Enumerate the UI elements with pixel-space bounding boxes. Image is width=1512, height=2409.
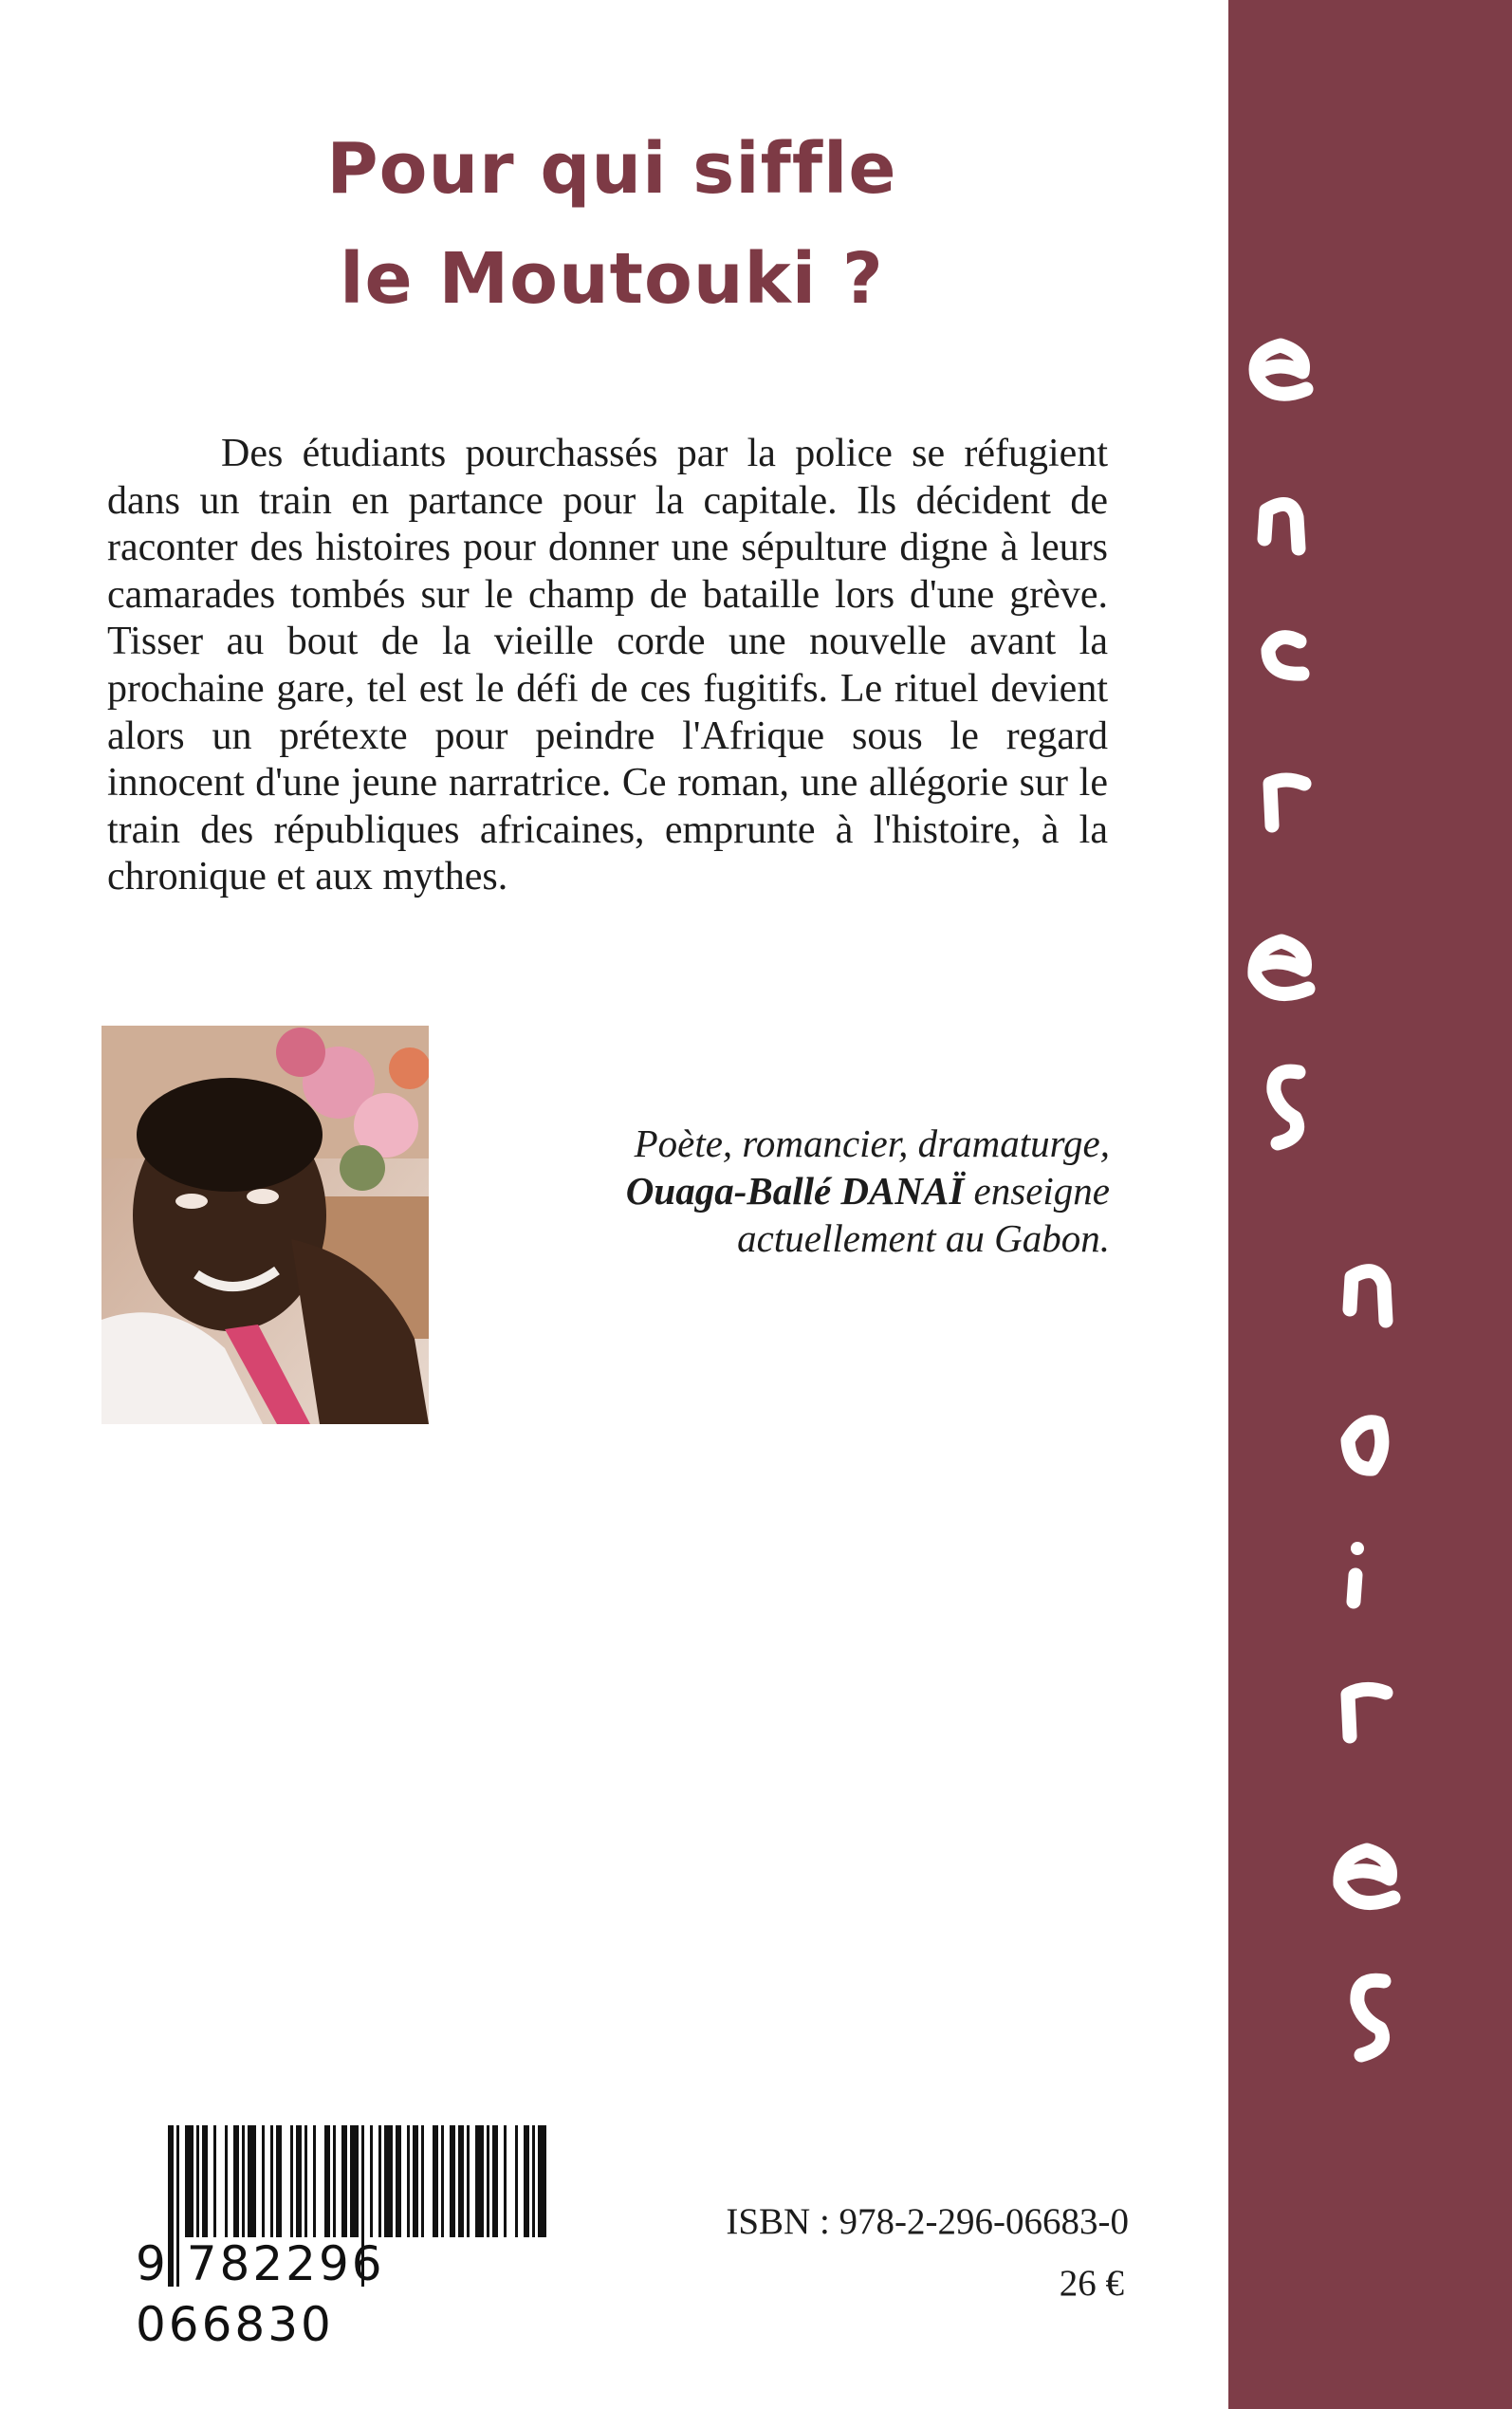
- barcode-bar: [324, 2125, 330, 2237]
- barcode-bar: [296, 2125, 302, 2237]
- barcode-bar: [538, 2125, 546, 2237]
- barcode-bar: [248, 2125, 256, 2237]
- barcode-bar: [458, 2125, 464, 2237]
- title-line-1: Pour qui siffle: [326, 128, 897, 210]
- author-photo: [101, 1026, 429, 1424]
- barcode-bar: [270, 2125, 273, 2237]
- barcode-bar: [450, 2125, 455, 2237]
- barcode-bar: [396, 2125, 401, 2237]
- barcode-bar: [421, 2125, 424, 2237]
- collection-spine: [1228, 0, 1512, 2409]
- barcode-bar: [370, 2125, 373, 2237]
- barcode-bar: [202, 2125, 208, 2237]
- barcode-digits: 9 782296 066830: [136, 2236, 385, 2352]
- bio-end: actuellement au Gabon.: [737, 1216, 1110, 1260]
- barcode-bar: [333, 2125, 336, 2237]
- barcode-bar: [515, 2125, 518, 2237]
- bio-intro: Poète, romancier, dramaturge,: [634, 1121, 1110, 1165]
- barcode-bar: [233, 2125, 239, 2237]
- barcode-bar: [213, 2125, 216, 2237]
- barcode-bar: [475, 2125, 484, 2237]
- barcode-bar: [242, 2125, 245, 2237]
- barcode-bar: [532, 2125, 535, 2237]
- bio-middle: enseigne: [973, 1169, 1110, 1213]
- barcode-bar: [290, 2125, 293, 2237]
- barcode-bar: [384, 2125, 393, 2237]
- barcode-bar: [487, 2125, 489, 2237]
- barcode-bar: [341, 2125, 347, 2237]
- isbn: ISBN : 978-2-296-06683-0: [726, 2201, 1129, 2242]
- barcode-bar: [441, 2125, 444, 2237]
- encres-noires-logo: [1228, 0, 1512, 2409]
- barcode-bar: [467, 2125, 470, 2237]
- barcode-bar: [524, 2125, 529, 2237]
- barcode-bar: [350, 2125, 359, 2237]
- author-bio: [398, 1120, 1110, 1262]
- barcode-bar: [492, 2125, 498, 2237]
- barcode-bar: [433, 2125, 438, 2237]
- barcode-bar: [304, 2125, 307, 2237]
- book-title: [0, 114, 1224, 334]
- barcode-bar: [413, 2125, 418, 2237]
- barcode-bar: [407, 2125, 410, 2237]
- barcode-bar: [196, 2125, 199, 2237]
- barcode-bar: [504, 2125, 507, 2237]
- title-line-2: le Moutouki ?: [340, 238, 884, 320]
- barcode-bar: [276, 2125, 282, 2237]
- author-name: Ouaga-Ballé DANAÏ: [625, 1169, 965, 1213]
- barcode-bar: [185, 2125, 194, 2237]
- barcode-bar: [225, 2125, 228, 2237]
- barcode-bar: [262, 2125, 265, 2237]
- barcode-bar: [378, 2125, 381, 2237]
- price: 26 €: [1059, 2263, 1124, 2304]
- back-cover-blurb: Des étudiants pourchassés par la police se réfugient dans un train en partance pour la capitale. Ils décident de raconter des histoires pour donner une sépulture digne à leurs camarades tombés sur le champ de bataille lors d'une grève. Tisser au bout de la vieille corde une nouvelle avant la prochaine gare, tel est le défi de ces fugitifs. Le rituel devient alors un prétexte pour peindre l'Afrique sous le regard innocent d'une jeune narratrice. Ce roman, une allégorie sur le train des républiques africaines, emprunte à l'histoire, à la chronique et aux mythes.: [107, 432, 1108, 899]
- barcode-bar: [313, 2125, 316, 2237]
